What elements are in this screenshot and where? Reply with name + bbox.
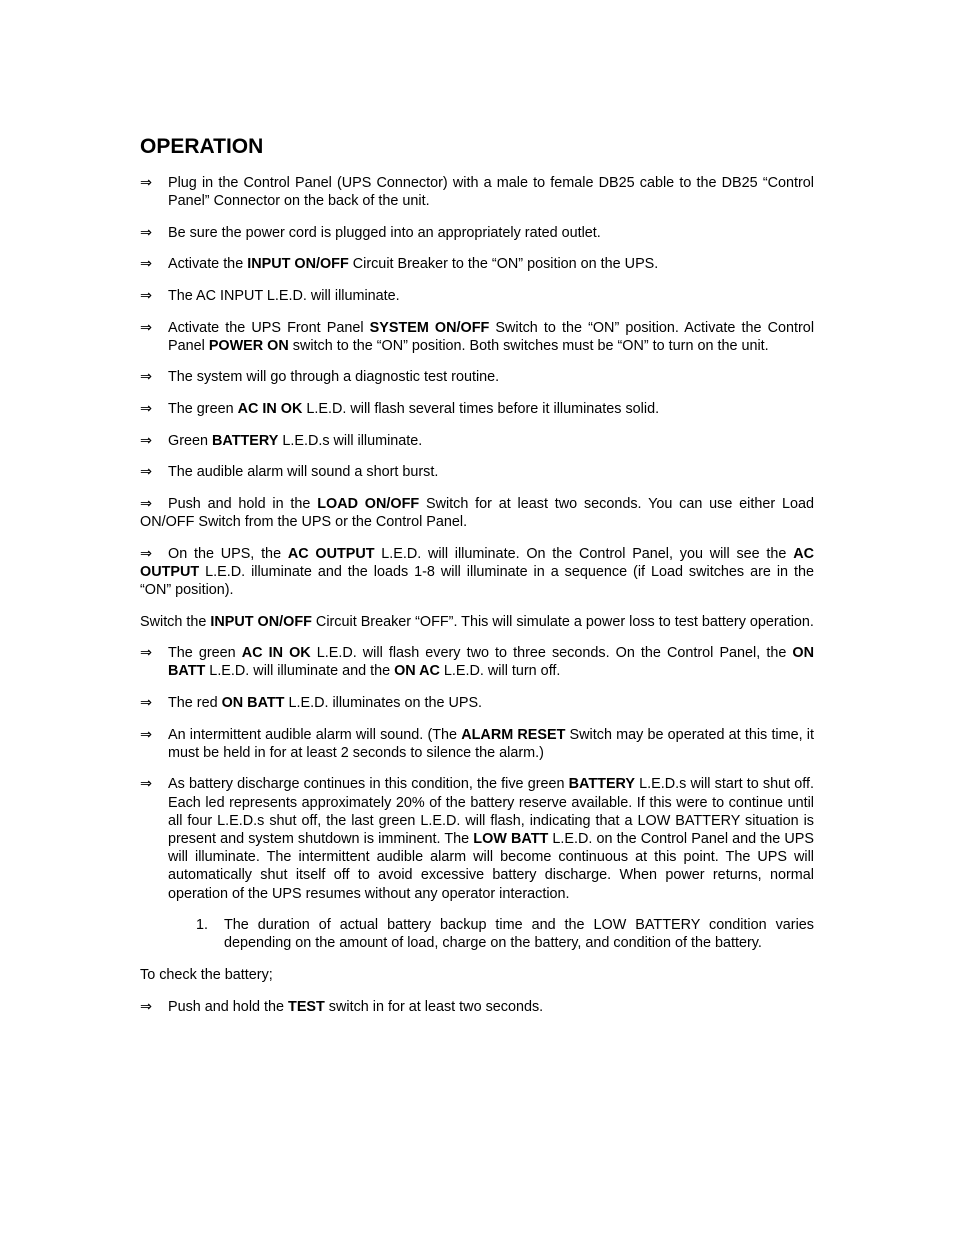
step-alarm-burst: ⇒ The audible alarm will sound a short burst. — [140, 464, 439, 481]
step-simulate-loss: Switch the INPUT ON/OFF Circuit Breaker “OFF”. This will simulate a power loss to test battery operation. — [140, 613, 814, 630]
arrow-icon: ⇒ — [140, 545, 153, 562]
step-battery-leds: ⇒ Green BATTERY L.E.D.s will illuminate. — [140, 432, 423, 449]
arrow-icon: ⇒ — [140, 464, 153, 481]
arrow-icon: ⇒ — [140, 495, 153, 512]
arrow-icon: ⇒ — [140, 694, 153, 711]
arrow-icon: ⇒ — [140, 256, 153, 273]
note-number: 1. — [196, 917, 209, 934]
arrow-icon: ⇒ — [140, 319, 153, 336]
step-flash-ac-in-ok: ⇒ The green AC IN OK L.E.D. will flash every two to three seconds. On the Control Panel, the ON BATT L.E.D. will illuminate and the ON AC L.E.D. will turn off. — [140, 645, 814, 680]
step-ac-output: ⇒ On the UPS, the AC OUTPUT L.E.D. will illuminate. On the Control Panel, you will see the AC OUTPUT L.E.D. illuminate and the loads 1-8 will illuminate in a sequence (if Load switches are in the “ON” position). — [140, 545, 814, 598]
step-diagnostic: ⇒ The system will go through a diagnostic test routine. — [140, 369, 500, 386]
arrow-icon: ⇒ — [140, 998, 153, 1015]
step-load-switch: ⇒ Push and hold in the LOAD ON/OFF Switch for at least two seconds. You can use either Load ON/OFF Switch from the UPS or the Control Panel. — [140, 495, 814, 530]
step-test-switch: ⇒ Push and hold the TEST switch in for at least two seconds. — [140, 998, 544, 1015]
arrow-icon: ⇒ — [140, 726, 153, 743]
arrow-icon: ⇒ — [140, 400, 153, 417]
step-input-breaker: ⇒ Activate the INPUT ON/OFF Circuit Breaker to the “ON” position on the UPS. — [140, 256, 659, 273]
numbered-note: 1. The duration of actual battery backup time and the LOW BATTERY condition varies depending on the amount of load, charge on the battery, and condition of the battery. — [196, 917, 814, 952]
document-page — [140, 132, 814, 1029]
arrow-icon: ⇒ — [140, 432, 153, 449]
arrow-icon: ⇒ — [140, 645, 153, 662]
step-system-switch: ⇒ Activate the UPS Front Panel SYSTEM ON/OFF Switch to the “ON” position. Activate the Control Panel POWER ON switch to the “ON” position. Both switches must be “ON” to turn on the unit. — [140, 319, 815, 354]
arrow-icon: ⇒ — [140, 287, 153, 304]
step-intermittent-alarm: ⇒ An intermittent audible alarm will sound. (The ALARM RESET Switch may be operated at this time, it must be held in for at least 2 seconds to silence the alarm.) — [140, 726, 815, 761]
page-title: OPERATION — [140, 135, 264, 158]
step-battery-discharge: ⇒ As battery discharge continues in this condition, the five green BATTERY L.E.D.s will start to shut off. Each led represents approximately 20% of the battery reserve available. If this were to continue until all four L.E.D.s shut off, the last green L.E.D. will flash, indicating that a LOW BATTERY situation is present and system shutdown is imminent. The LOW BATT L.E.D. on the Control Panel and the UPS will illuminate. The intermittent audible alarm will become continuous at this point. The UPS will automatically shut itself off to avoid excessive battery discharge. When power returns, normal operation of the UPS resumes without any operator interaction. — [140, 776, 814, 902]
arrow-icon: ⇒ — [140, 224, 153, 241]
check-battery-heading: To check the battery; — [140, 966, 273, 983]
arrow-icon: ⇒ — [140, 776, 153, 793]
arrow-icon: ⇒ — [140, 175, 153, 191]
arrow-icon: ⇒ — [140, 369, 153, 386]
step-ac-input-led: ⇒ The AC INPUT L.E.D. will illuminate. — [140, 287, 400, 304]
step-ac-in-ok: ⇒ The green AC IN OK L.E.D. will flash several times before it illuminates solid. — [140, 400, 660, 417]
step-connect-panel: ⇒ Plug in the Control Panel (UPS Connector) with a male to female DB25 cable to the DB25 “Control Panel” Connector on the back of the unit. — [140, 175, 814, 210]
step-power-cord: ⇒ Be sure the power cord is plugged into an appropriately rated outlet. — [140, 224, 601, 241]
step-on-batt: ⇒ The red ON BATT L.E.D. illuminates on the UPS. — [140, 694, 483, 711]
